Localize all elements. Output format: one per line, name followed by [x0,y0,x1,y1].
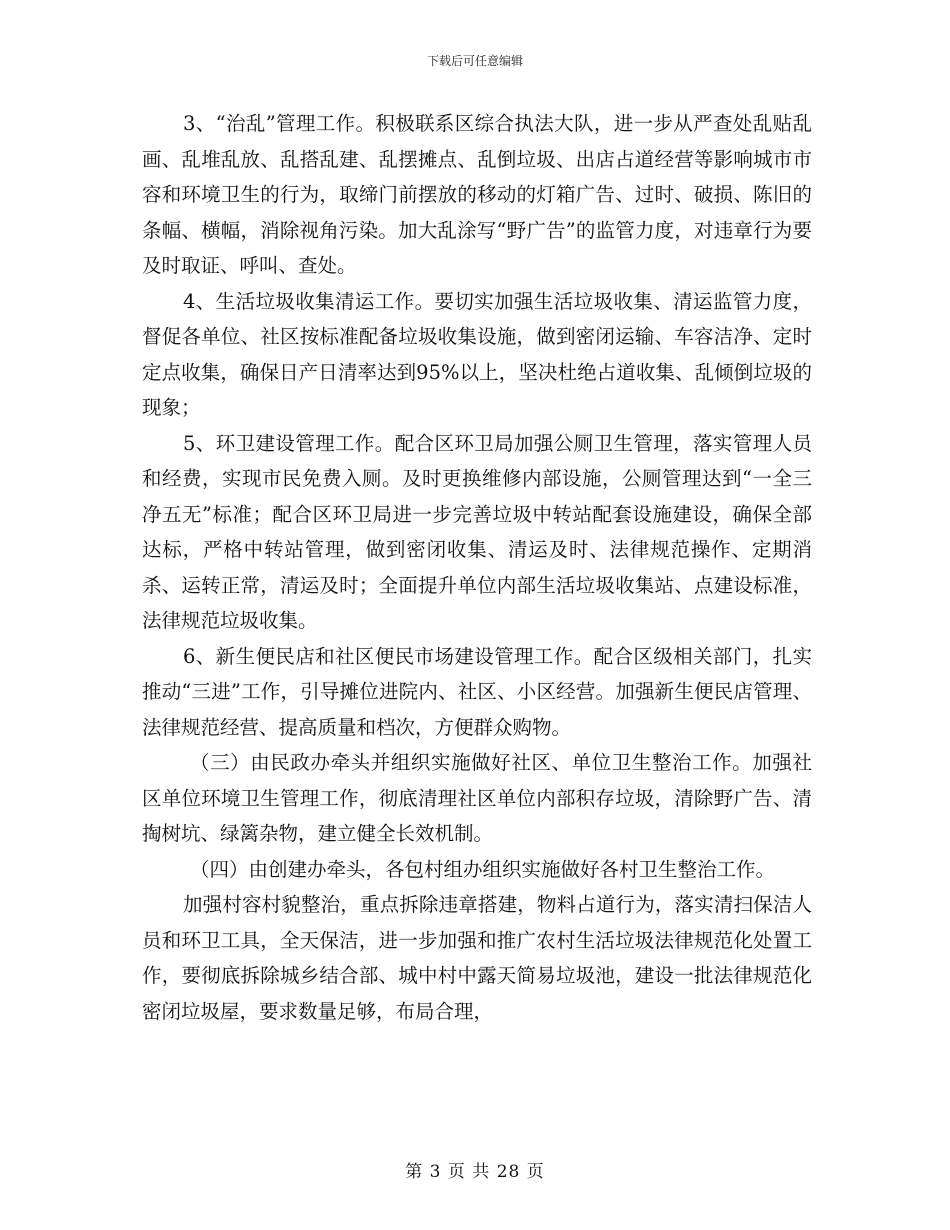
page-number-footer: 第 3 页 共 28 页 [405,1162,545,1182]
document-body [142,106,812,1029]
paragraph-item-3: 3、“治乱”管理工作。积极联系区综合执法大队，进一步从严查处乱贴乱画、乱堆乱放、乱搭乱建、乱摆摊点、乱倒垃圾、出店占道经营等影响城市市容和环境卫生的行为，取缔门前摆放的移动的灯箱广告、过时、破损、陈旧的条幅、横幅，消除视角污染。加大乱涂写“野广告”的监管力度，对违章行为要及时取证、呼叫、查处。 [142,112,812,277]
paragraph-village-cleanup: 加强村容村貌整治，重点拆除违章搭建，物料占道行为，落实清扫保洁人员和环卫工具，全天保洁，进一步加强和推广农村生活垃圾法律规范化处置工作，要彻底拆除城乡结合部、城中村中露天简易垃圾池，建设一批法律规范化密闭垃圾屋，要求数量足够，布局合理， [142,893,812,1023]
paragraph-item-4: 4、生活垃圾收集清运工作。要切实加强生活垃圾收集、清运监管力度，督促各单位、社区按标准配备垃圾收集设施，做到密闭运输、车容洁净、定时定点收集，确保日产日清率达到95%以上，坚决杜绝占道收集、乱倾倒垃圾的现象； [142,289,812,419]
paragraph-section-4: （四）由创建办牵头，各包村组办组织实施做好各村卫生整治工作。 [190,857,776,881]
paragraph-item-6: 6、新生便民店和社区便民市场建设管理工作。配合区级相关部门，扎实推动“三进”工作，引导摊位进院内、社区、小区经营。加强新生便民店管理、法律规范经营、提高质量和档次，方便群众购物。 [142,644,812,739]
page-header-note: 下载后可任意编辑 [426,54,523,68]
paragraph-item-5: 5、环卫建设管理工作。配合区环卫局加强公厕卫生管理，落实管理人员和经费，实现市民免费入厕。及时更换维修内部设施，公厕管理达到“一全三净五无”标准；配合区环卫局进一步完善垃圾中转站配套设施建设，确保全部达标，严格中转站管理，做到密闭收集、清运及时、法律规范操作、定期消杀、运转正常，清运及时；全面提升单位内部生活垃圾收集站、点建设标准，法律规范垃圾收集。 [142,431,812,632]
paragraph-section-3: （三）由民政办牵头并组织实施做好社区、单位卫生整治工作。加强社区单位环境卫生管理工作，彻底清理社区单位内部积存垃圾，清除野广告、清掏树坑、绿篱杂物，建立健全长效机制。 [142,751,812,845]
